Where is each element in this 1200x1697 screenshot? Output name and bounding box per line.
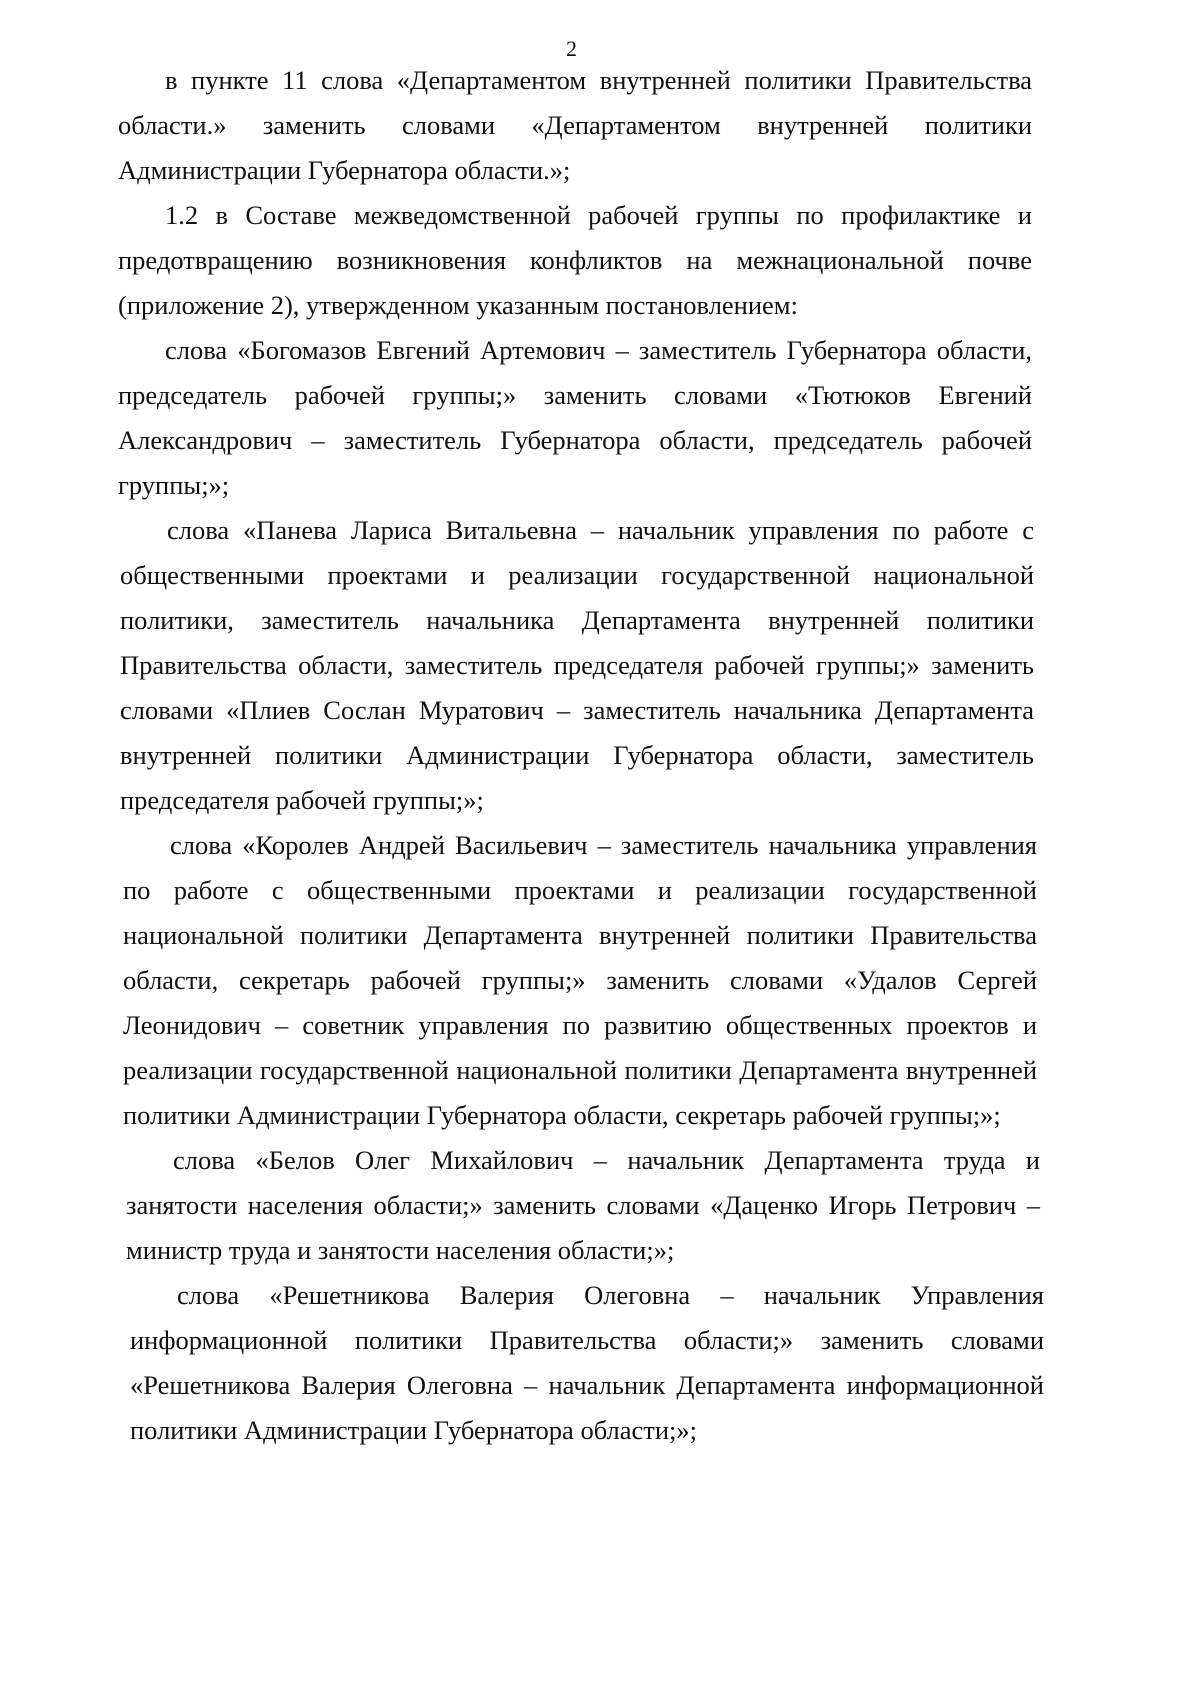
- text-line: слова «Богомазов Евгений Артемович – заместитель Губернатора области,: [165, 335, 1032, 365]
- text-line: общественными проектами и реализации государственной национальной: [120, 560, 1034, 590]
- text-line: области, секретарь рабочей группы;» заменить словами «Удалов Сергей: [123, 965, 1037, 995]
- text-line: занятости населения области;» заменить словами «Даценко Игорь Петрович –: [126, 1190, 1040, 1220]
- text-line: Администрации Губернатора области.»;: [118, 155, 571, 185]
- text-line: министр труда и занятости населения области;»;: [126, 1235, 675, 1265]
- paragraph-korolev: [123, 823, 1037, 1138]
- text-line: по работе с общественными проектами и реализации государственной: [123, 875, 1037, 905]
- text-line: политики Администрации Губернатора области;»;: [130, 1415, 698, 1445]
- paragraph-reshetnikova: [130, 1273, 1044, 1453]
- text-line: слова «Решетникова Валерия Олеговна – начальник Управления: [177, 1280, 1044, 1310]
- paragraph-1-2: [118, 193, 1032, 328]
- text-line: политики, заместитель начальника Департамента внутренней политики: [120, 605, 1034, 635]
- text-line: информационной политики Правительства области;» заменить словами: [130, 1325, 1044, 1355]
- text-line: предотвращению возникновения конфликтов на межнациональной почве: [118, 245, 1032, 275]
- text-line: председателя рабочей группы;»;: [120, 785, 484, 815]
- text-line: слова «Королев Андрей Васильевич – заместитель начальника управления: [170, 830, 1037, 860]
- paragraph-belov: [126, 1138, 1040, 1273]
- text-line: реализации государственной национальной политики Департамента внутренней: [123, 1055, 1037, 1085]
- text-line: Леонидович – советник управления по развитию общественных проектов и: [123, 1010, 1037, 1040]
- text-line: словами «Плиев Сослан Муратович – заместитель начальника Департамента: [120, 695, 1034, 725]
- text-line: группы;»;: [118, 470, 230, 500]
- paragraph-paneva: [120, 508, 1034, 823]
- text-line: национальной политики Департамента внутренней политики Правительства: [123, 920, 1037, 950]
- text-line: 1.2 в Составе межведомственной рабочей группы по профилактике и: [165, 200, 1032, 230]
- text-line: слова «Панева Лариса Витальевна – начальник управления по работе с: [167, 515, 1034, 545]
- document-body: [118, 58, 1044, 1453]
- text-line: председатель рабочей группы;» заменить словами «Тютюков Евгений: [118, 380, 1032, 410]
- text-line: Правительства области, заместитель председателя рабочей группы;» заменить: [120, 650, 1034, 680]
- text-line: в пункте 11 слова «Департаментом внутренней политики Правительства: [165, 65, 1032, 95]
- text-line: области.» заменить словами «Департаментом внутренней политики: [118, 110, 1032, 140]
- text-line: (приложение 2), утвержденном указанным постановлением:: [118, 290, 798, 320]
- page-number: 2: [566, 36, 577, 61]
- text-line: «Решетникова Валерия Олеговна – начальник Департамента информационной: [130, 1370, 1044, 1400]
- paragraph-item-11: [118, 58, 1032, 193]
- text-line: политики Администрации Губернатора области, секретарь рабочей группы;»;: [123, 1100, 1001, 1130]
- text-line: Александрович – заместитель Губернатора области, председатель рабочей: [118, 425, 1032, 455]
- text-line: слова «Белов Олег Михайлович – начальник Департамента труда и: [173, 1145, 1040, 1175]
- paragraph-bogomazov: [118, 328, 1032, 508]
- text-line: внутренней политики Администрации Губернатора области, заместитель: [120, 740, 1034, 770]
